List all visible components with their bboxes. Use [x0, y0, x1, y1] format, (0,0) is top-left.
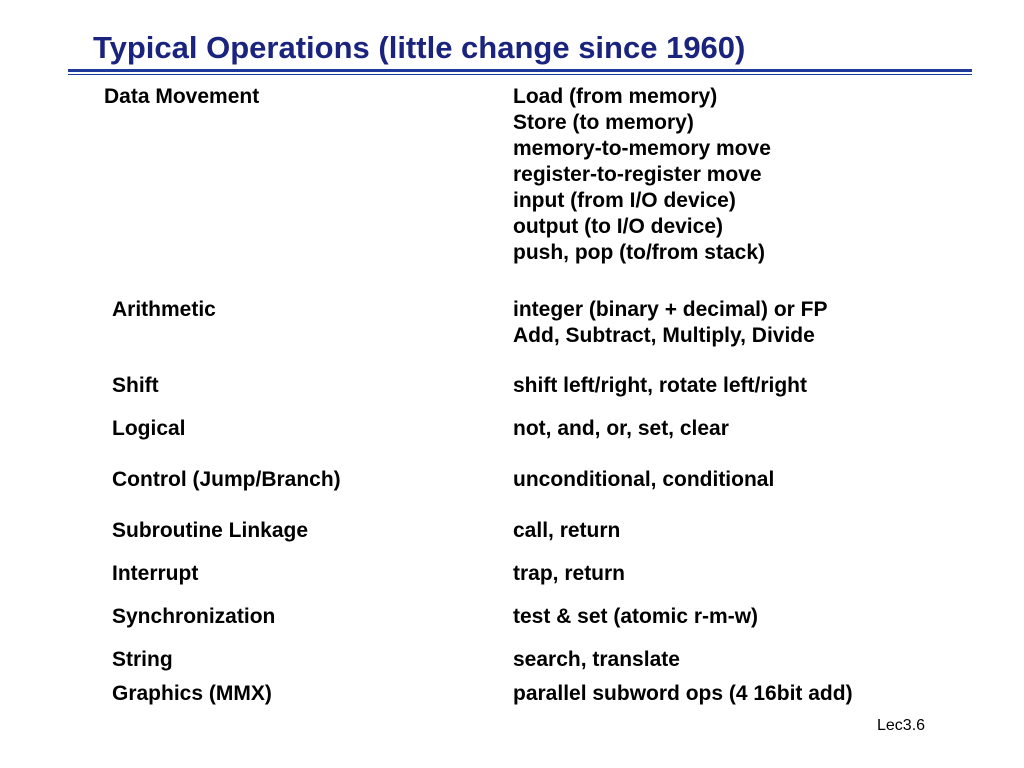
slide-number: Lec3.6: [877, 717, 926, 734]
operation-description: Add, Subtract, Multiply, Divide: [513, 324, 815, 347]
operation-description: memory-to-memory move: [513, 137, 771, 160]
operation-description: shift left/right, rotate left/right: [513, 374, 807, 397]
operation-category: Shift: [112, 374, 159, 397]
operation-category: Arithmetic: [112, 298, 216, 321]
operation-description: register-to-register move: [513, 163, 762, 186]
operation-category: Subroutine Linkage: [112, 519, 309, 542]
operation-description: output (to I/O device): [513, 215, 723, 238]
operation-description: trap, return: [513, 562, 626, 585]
operation-category: Logical: [112, 417, 186, 440]
operation-description: test & set (atomic r-m-w): [513, 605, 759, 628]
operation-category: Graphics (MMX): [112, 682, 272, 705]
operation-category: Interrupt: [112, 562, 199, 585]
operation-description: call, return: [513, 519, 621, 542]
operation-category: Control (Jump/Branch): [112, 468, 341, 491]
operation-category: String: [112, 648, 173, 671]
title-divider: [68, 69, 972, 72]
operation-description: push, pop (to/from stack): [513, 241, 765, 264]
operation-description: unconditional, conditional: [513, 468, 775, 491]
operation-category: Synchronization: [112, 605, 276, 628]
operation-description: input (from I/O device): [513, 189, 736, 212]
title-divider-thin: [68, 74, 972, 75]
slide-title: Typical Operations (little change since 1960): [93, 30, 746, 65]
operation-description: integer (binary + decimal) or FP: [513, 298, 828, 321]
operation-description: Store (to memory): [513, 111, 694, 134]
operation-description: search, translate: [513, 648, 680, 671]
operation-description: parallel subword ops (4 16bit add): [513, 682, 853, 705]
operation-description: Load (from memory): [513, 85, 718, 108]
operation-description: not, and, or, set, clear: [513, 417, 729, 440]
operation-category: Data Movement: [104, 85, 260, 108]
